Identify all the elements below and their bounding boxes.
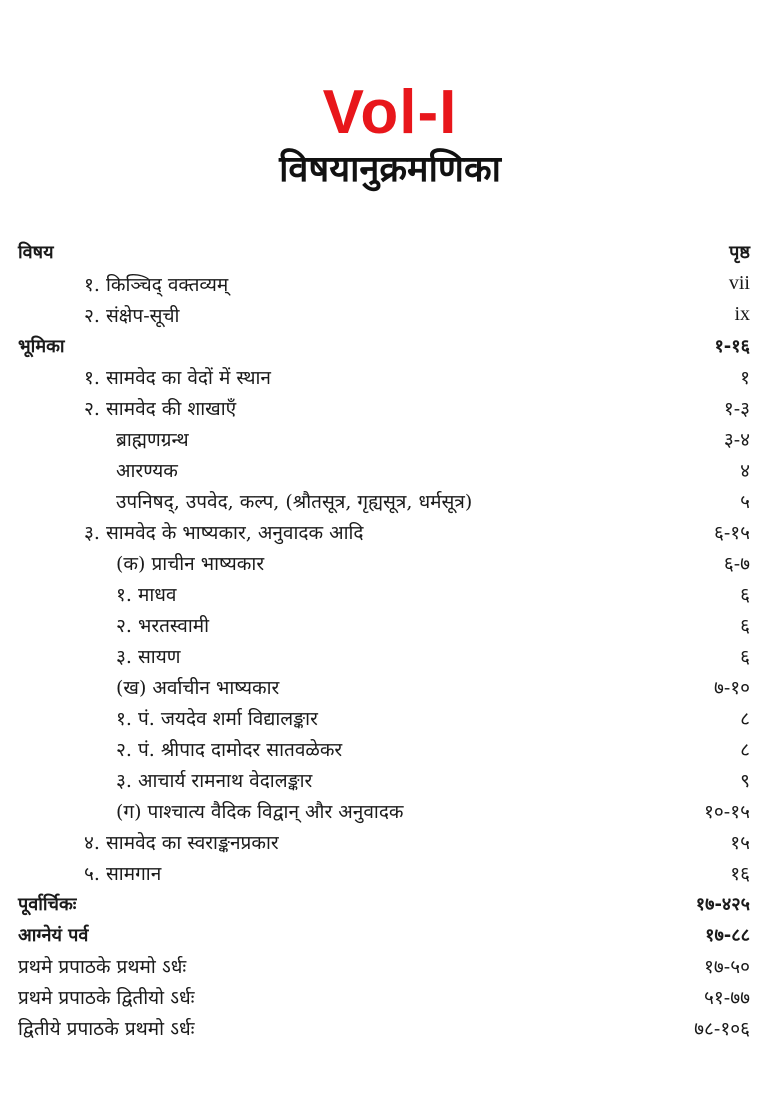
toc-row bbox=[18, 1012, 750, 1043]
toc-entry-title: २. सामवेद की शाखाएँ bbox=[84, 397, 237, 420]
toc-entry-page: ६ bbox=[740, 614, 750, 637]
toc-row bbox=[18, 361, 750, 392]
toc-row bbox=[18, 485, 750, 516]
toc-row bbox=[18, 392, 750, 423]
toc-entry-page: ६-१५ bbox=[713, 521, 750, 544]
toc-row bbox=[18, 299, 750, 330]
toc-entry-page: १६ bbox=[730, 862, 750, 885]
toc-entry-title: उपनिषद्, उपवेद, कल्प, (श्रौतसूत्र, गृह्यसूत्र, धर्मसूत्र) bbox=[116, 490, 473, 513]
toc-entry-page: ४ bbox=[740, 459, 750, 482]
toc-entry-title: ३. सामवेद के भाष्यकार, अनुवादक आदि bbox=[84, 521, 364, 544]
toc-entry-page: १७-४२५ bbox=[695, 893, 750, 915]
toc-row bbox=[18, 733, 750, 764]
toc-entry-title: द्वितीये प्रपाठके प्रथमो ऽर्धः bbox=[18, 1017, 195, 1040]
toc-row bbox=[18, 640, 750, 671]
toc-entry-page: ५ bbox=[740, 490, 750, 513]
toc-section-title: भूमिका bbox=[18, 335, 65, 357]
toc-row bbox=[18, 950, 750, 981]
toc-row bbox=[18, 547, 750, 578]
toc-row bbox=[18, 795, 750, 826]
toc-entry-title: १. माधव bbox=[116, 583, 177, 606]
toc-section-title: आग्नेयं पर्व bbox=[18, 924, 89, 946]
toc-row bbox=[18, 826, 750, 857]
toc-entry-page: १०-१५ bbox=[704, 800, 750, 823]
toc-entry-page: १-३ bbox=[723, 397, 750, 420]
toc-entry-title: (ग) पाश्चात्य वैदिक विद्वान् और अनुवादक bbox=[116, 800, 404, 823]
toc-entry-title: २. पं. श्रीपाद दामोदर सातवळेकर bbox=[116, 738, 343, 761]
toc-entry-page: ९ bbox=[740, 769, 750, 792]
toc-entry-title: ३. सायण bbox=[116, 645, 181, 668]
toc-heading: विषयानुक्रमणिका bbox=[279, 149, 501, 190]
toc-entry-title: प्रथमे प्रपाठके प्रथमो ऽर्धः bbox=[18, 955, 187, 978]
toc-entry-title: आरण्यक bbox=[116, 459, 178, 482]
toc-row bbox=[18, 423, 750, 454]
toc-entry-title: २. संक्षेप-सूची bbox=[84, 304, 180, 327]
toc-entry-title: १. किञ्चिद् वक्तव्यम् bbox=[84, 273, 229, 296]
toc-row bbox=[18, 454, 750, 485]
toc-entry-title: १. पं. जयदेव शर्मा विद्यालङ्कार bbox=[116, 707, 318, 730]
toc-row bbox=[18, 888, 750, 919]
toc-entry-page: ८ bbox=[740, 738, 750, 761]
subject-column-header: विषय bbox=[18, 242, 54, 263]
page-column-header: पृष्ठ bbox=[729, 242, 750, 263]
table-of-contents bbox=[18, 236, 750, 1043]
toc-entry-title: २. भरतस्वामी bbox=[116, 614, 210, 637]
toc-entry-page: ७-१० bbox=[713, 676, 750, 699]
toc-entry-title: ५. सामगान bbox=[84, 862, 162, 885]
toc-entry-page: १५ bbox=[730, 831, 750, 854]
toc-entry-page: ७८-१०६ bbox=[694, 1017, 750, 1040]
toc-row bbox=[18, 671, 750, 702]
toc-row bbox=[18, 268, 750, 299]
toc-row bbox=[18, 919, 750, 950]
toc-entry-page: ३-४ bbox=[723, 428, 750, 451]
toc-row bbox=[18, 702, 750, 733]
toc-entry-title: ३. आचार्य रामनाथ वेदालङ्कार bbox=[116, 769, 313, 792]
toc-entry-title: प्रथमे प्रपाठके द्वितीयो ऽर्धः bbox=[18, 986, 195, 1009]
toc-entry-page: ८ bbox=[740, 707, 750, 730]
toc-row bbox=[18, 981, 750, 1012]
toc-column-headers bbox=[18, 236, 750, 268]
toc-entry-page: १ bbox=[740, 366, 750, 389]
toc-row bbox=[18, 764, 750, 795]
toc-entry-title: (क) प्राचीन भाष्यकार bbox=[116, 552, 265, 575]
toc-entry-page: vii bbox=[728, 272, 750, 294]
toc-row bbox=[18, 857, 750, 888]
toc-row bbox=[18, 609, 750, 640]
toc-entry-title: (ख) अर्वाचीन भाष्यकार bbox=[116, 676, 280, 699]
toc-row bbox=[18, 578, 750, 609]
toc-entry-page: ६ bbox=[740, 583, 750, 606]
toc-row bbox=[18, 516, 750, 547]
toc-row bbox=[18, 330, 750, 361]
toc-entry-page: ५१-७७ bbox=[704, 986, 750, 1009]
toc-entry-page: १७-५० bbox=[704, 955, 750, 978]
volume-title: Vol-I bbox=[322, 78, 458, 147]
toc-entry-title: ४. सामवेद का स्वराङ्कनप्रकार bbox=[84, 831, 279, 854]
toc-entry-page: ६ bbox=[740, 645, 750, 668]
toc-entry-page: १-१६ bbox=[714, 335, 750, 357]
toc-entry-title: ब्राह्मणग्रन्थ bbox=[116, 428, 189, 451]
toc-entry-title: १. सामवेद का वेदों में स्थान bbox=[84, 366, 271, 389]
toc-section-title: पूर्वार्चिकः bbox=[18, 893, 77, 915]
toc-entry-page: ix bbox=[734, 303, 750, 325]
toc-entry-page: १७-८८ bbox=[705, 924, 750, 946]
toc-entry-page: ६-७ bbox=[723, 552, 750, 575]
